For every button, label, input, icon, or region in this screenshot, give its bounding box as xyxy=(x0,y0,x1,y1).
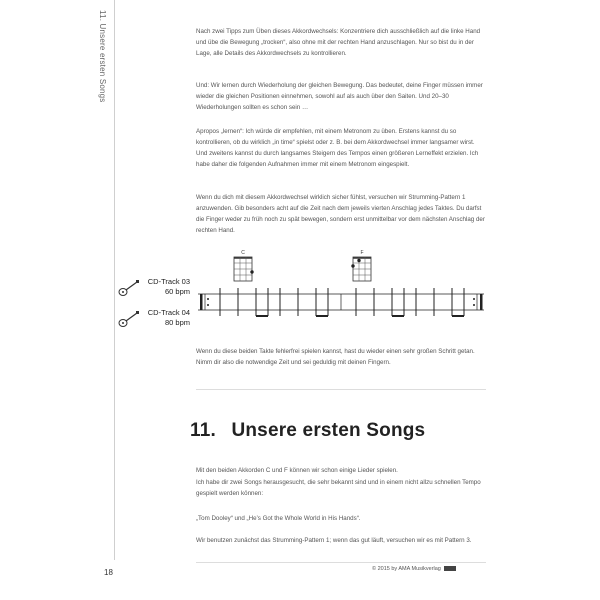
paragraph-6 xyxy=(196,465,486,476)
cd-track-04 xyxy=(118,308,190,332)
cd-track-label: CD-Track 04 xyxy=(147,308,190,317)
paragraph-3 xyxy=(196,126,486,170)
paragraph-text: Mit den beiden Akkorden C und F können wir schon einige Lieder spielen. xyxy=(196,467,398,474)
paragraph-text: Apropos „lernen“: Ich würde dir empfehlen, mit einem Metronom zu üben. Erstens kannst du so kontrollieren, ob du wirklich „in time“ spielst oder z. B. bei dem Akkordwechsel immer langsamer wirst. Und zweitens kannst du durch langsames Steigern des Tempos einen größeren Lerneffekt erzielen. Ich habe daher die folgenden Aufnahmen immer mit einem Metronom eingespielt. xyxy=(196,128,479,168)
section-number: 11. xyxy=(190,420,216,441)
page-number: 18 xyxy=(104,568,113,577)
side-tab-label: 11. Unsere ersten Songs xyxy=(98,10,107,103)
section-divider xyxy=(196,389,486,390)
chord-name: F xyxy=(360,250,364,256)
paragraph-7 xyxy=(196,477,486,499)
paragraph-text: Und: Wir lernen durch Wiederholung der gleichen Bewegung. Das bedeutet, deine Finger müssen immer wieder die gleichen Positionen einnehmen, sowohl auf als auch über den Saiten. Und 20–30 Wiederholungen sollten es schon sein … xyxy=(196,82,483,111)
chord-grid-icon xyxy=(232,256,254,282)
copyright-notice xyxy=(372,566,456,572)
paragraph-text: Nach zwei Tipps zum Üben dieses Akkordwechsels: Konzentriere dich ausschließlich auf die linke Hand und übe die Bewegung „trocken“, also ohne mit der rechten Hand anzuschlagen. Nur so bist du in der Lage, alle Details des Akkordwechsels zu kontrollieren. xyxy=(196,28,481,57)
paragraph-text: Wenn du diese beiden Takte fehlerfrei spielen kannst, hast du wieder einen sehr großen Schritt getan. Nimm dir also die notwendige Zeit und sei geduldig mit deinen Fingern. xyxy=(196,348,475,366)
cd-track-label: CD-Track 03 xyxy=(147,277,190,286)
paragraph-text: Wir benutzen zunächst das Strumming-Pattern 1; wenn das gut läuft, versuchen wir es mit Pattern 3. xyxy=(196,537,472,544)
paragraph-9 xyxy=(196,535,486,546)
paragraph-text: Wenn du dich mit diesem Akkordwechsel wirklich sicher fühlst, versuchen wir Strumming-Pattern 1 anzuwenden. Gib besonders acht auf die Zeit nach dem jeweils vierten Anschlag jedes Taktes. Du darfst die Finger weder zu früh noch zu spät bewegen, sondern erst unmittelbar vor dem nächsten Anschlag der rechten Hand. xyxy=(196,194,485,234)
rhythm-staff xyxy=(198,284,484,320)
section-heading xyxy=(190,420,425,442)
cd-track-tempo: 80 bpm xyxy=(164,318,190,327)
chord-grid-icon xyxy=(351,256,373,282)
paragraph-text: Ich habe dir zwei Songs herausgesucht, die sehr bekannt sind und in einem nicht allzu schnellen Tempo gespielt werden können: xyxy=(196,479,481,497)
chord-diagram-c xyxy=(232,250,254,287)
publisher-logo-icon xyxy=(444,566,456,571)
paragraph-8 xyxy=(196,513,486,524)
chord-name: C xyxy=(241,250,245,256)
section-title: Unsere ersten Songs xyxy=(231,420,426,441)
cd-track-tempo: 60 bpm xyxy=(164,287,190,296)
paragraph-text: „Tom Dooley“ und „He’s Got the Whole World in His Hands“. xyxy=(196,515,361,522)
paragraph-4 xyxy=(196,192,486,236)
paragraph-2 xyxy=(196,80,486,113)
ukulele-icon xyxy=(118,279,140,297)
footer-divider xyxy=(196,562,486,563)
chord-diagram-f xyxy=(351,250,373,287)
cd-track-03 xyxy=(118,277,190,301)
copyright-text: © 2015 by AMA Musikverlag xyxy=(372,566,441,572)
paragraph-1 xyxy=(196,26,486,59)
paragraph-5 xyxy=(196,346,486,368)
ukulele-icon xyxy=(118,310,140,328)
